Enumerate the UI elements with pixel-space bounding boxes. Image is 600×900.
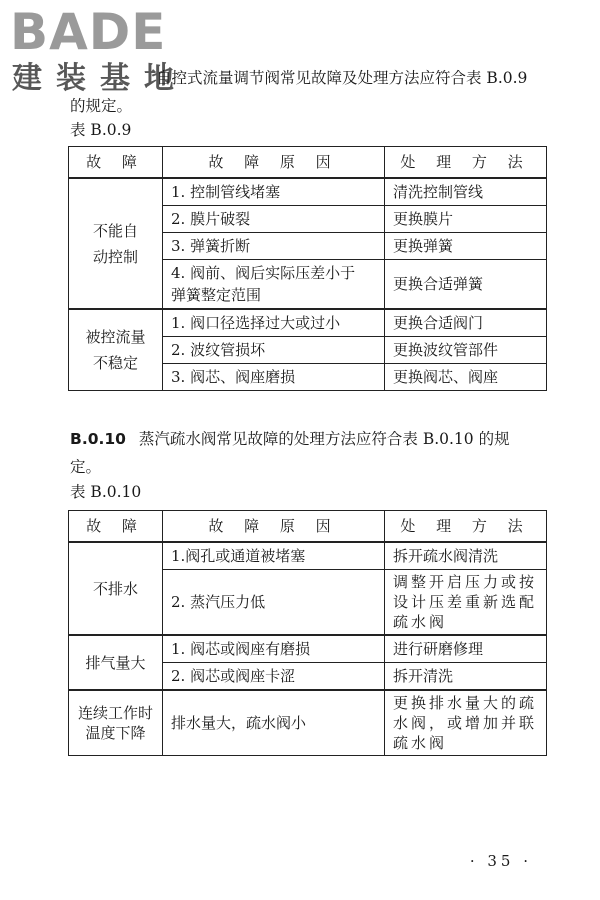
section-b010-intro-text: 蒸汽疏水阀常见故障的处理方法应符合表 B.0.10 的规 — [138, 430, 510, 448]
table-b010 — [68, 510, 547, 756]
logo-subtitle: 建装基地 — [12, 61, 188, 96]
fault-cell: 不排水 — [69, 542, 163, 635]
table-row — [69, 635, 547, 663]
fault-cell: 不能自 动控制 — [69, 178, 163, 309]
cause-cell: 2. 阀芯或阀座卡涩 — [163, 663, 385, 691]
section-b09-intro-line2: 的规定。 — [70, 97, 133, 115]
table-row — [69, 690, 547, 756]
table-b09 — [68, 146, 547, 391]
fix-cell: 拆开疏水阀清洗 — [385, 542, 547, 570]
table-b09-header-row — [69, 147, 547, 179]
table-b010-header-cause: 故 障 原 因 — [163, 511, 385, 543]
page-number: · 35 · — [469, 852, 532, 870]
table-b09-label: 表 B.0.9 — [70, 121, 132, 139]
table-b09-header-fix: 处 理 方 法 — [385, 147, 547, 179]
fix-cell: 更换阀芯、阀座 — [385, 364, 547, 391]
cause-cell: 1. 阀芯或阀座有磨损 — [163, 635, 385, 663]
table-b010-label: 表 B.0.10 — [70, 483, 142, 501]
fix-cell: 更换合适弹簧 — [385, 260, 547, 310]
table-b010-header-fault: 故 障 — [69, 511, 163, 543]
cause-cell: 2. 波纹管损坏 — [163, 337, 385, 364]
cause-cell: 3. 弹簧折断 — [163, 233, 385, 260]
fix-cell: 调整开启压力或按 设计压差重新选配 疏水阀 — [385, 570, 547, 636]
fault-cell: 排气量大 — [69, 635, 163, 690]
section-b09-intro-text: 自控式流量调节阀常见故障及处理方法应符合表 B.0.9 — [156, 69, 528, 87]
fix-cell: 进行研磨修理 — [385, 635, 547, 663]
fix-cell: 更换波纹管部件 — [385, 337, 547, 364]
fix-cell: 拆开清洗 — [385, 663, 547, 691]
fault-cell: 被控流量 不稳定 — [69, 309, 163, 391]
cause-cell: 1. 控制管线堵塞 — [163, 178, 385, 206]
table-row — [69, 178, 547, 206]
section-b09-intro — [70, 64, 550, 120]
cause-cell: 排水量大，疏水阀小 — [163, 690, 385, 756]
cause-cell: 2. 蒸汽压力低 — [163, 570, 385, 636]
table-b09-header-fault: 故 障 — [69, 147, 163, 179]
logo-brand: BADE — [10, 3, 167, 61]
cause-cell: 1. 阀口径选择过大或过小 — [163, 309, 385, 337]
cause-cell: 2. 膜片破裂 — [163, 206, 385, 233]
table-b09-header-cause: 故 障 原 因 — [163, 147, 385, 179]
fix-cell: 更换弹簧 — [385, 233, 547, 260]
cause-cell: 3. 阀芯、阀座磨损 — [163, 364, 385, 391]
cause-cell: 1.阀孔或通道被堵塞 — [163, 542, 385, 570]
section-b010-intro-line2: 定。 — [70, 458, 102, 476]
cause-cell: 4. 阀前、阀后实际压差小于 弹簧整定范围 — [163, 260, 385, 310]
fix-cell: 更换膜片 — [385, 206, 547, 233]
table-b010-header-fix: 处 理 方 法 — [385, 511, 547, 543]
fix-cell: 更换排水量大的疏 水阀，或增加并联 疏水阀 — [385, 690, 547, 756]
table-row — [69, 542, 547, 570]
table-row — [69, 309, 547, 337]
section-b010-number: B.0.10 — [70, 430, 126, 448]
fault-cell: 连续工作时 温度下降 — [69, 690, 163, 756]
fix-cell: 更换合适阀门 — [385, 309, 547, 337]
table-b010-header-row — [69, 511, 547, 543]
fix-cell: 清洗控制管线 — [385, 178, 547, 206]
section-b010-intro — [70, 425, 550, 481]
